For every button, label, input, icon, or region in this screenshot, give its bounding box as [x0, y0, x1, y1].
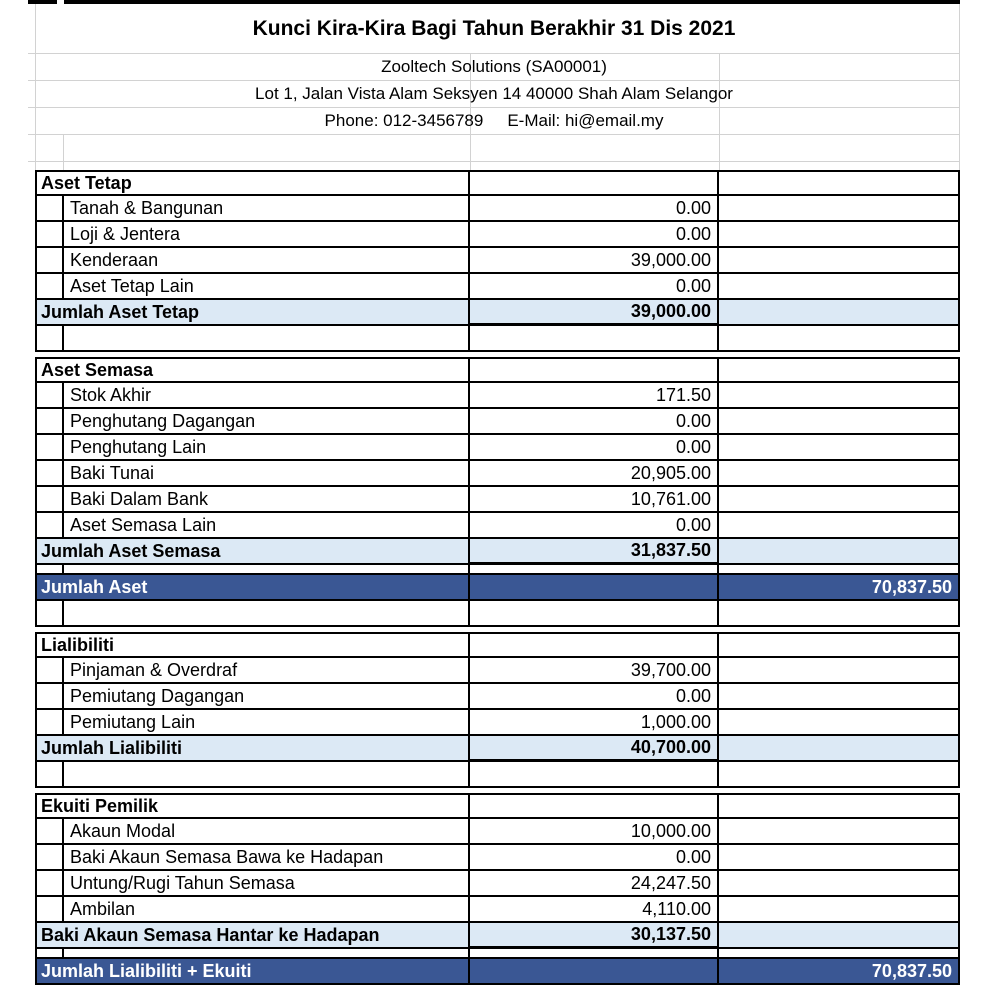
total-row	[35, 736, 960, 762]
amount-cell: 24,247.50	[470, 871, 719, 897]
label-cell: Aset Semasa Lain	[64, 513, 470, 539]
label-cell: Baki Tunai	[64, 461, 470, 487]
balance-sheet-table	[35, 170, 960, 985]
label-cell: Kenderaan	[64, 248, 470, 274]
amount-cell	[470, 793, 719, 819]
label-cell: Ambilan	[64, 897, 470, 923]
amount-cell	[470, 959, 719, 985]
label-cell: Ekuiti Pemilik	[35, 793, 470, 819]
item-row	[35, 196, 960, 222]
label-cell: Jumlah Lialibiliti	[35, 736, 470, 762]
total-amount-cell	[719, 539, 960, 565]
indent-cell	[35, 222, 64, 248]
blank-header-row	[28, 135, 960, 162]
label-cell: Aset Tetap	[35, 170, 470, 196]
company-name: Zooltech Solutions (SA00001)	[28, 54, 960, 81]
item-row	[35, 409, 960, 435]
amount-cell: 40,700.00	[470, 736, 719, 762]
total-amount-cell	[719, 326, 960, 352]
indent-cell	[35, 409, 64, 435]
total-amount-cell	[719, 897, 960, 923]
label-cell	[64, 762, 470, 788]
section-row	[35, 793, 960, 819]
total-amount-cell	[719, 435, 960, 461]
label-cell: Jumlah Aset Semasa	[35, 539, 470, 565]
label-cell: Baki Akaun Semasa Bawa ke Hadapan	[64, 845, 470, 871]
empty-row	[35, 326, 960, 352]
total-amount-cell	[719, 793, 960, 819]
item-row	[35, 658, 960, 684]
indent-cell	[35, 196, 64, 222]
item-row	[35, 513, 960, 539]
indent-cell	[35, 565, 64, 575]
total-row	[35, 300, 960, 326]
label-cell: Jumlah Lialibiliti + Ekuiti	[35, 959, 470, 985]
report-header	[28, 4, 960, 170]
indent-cell	[35, 274, 64, 300]
label-cell: Baki Dalam Bank	[64, 487, 470, 513]
total-amount-cell	[719, 248, 960, 274]
label-cell: Lialibiliti	[35, 632, 470, 658]
label-cell: Untung/Rugi Tahun Semasa	[64, 871, 470, 897]
amount-cell: 0.00	[470, 222, 719, 248]
total-amount-cell	[719, 710, 960, 736]
item-row	[35, 897, 960, 923]
indent-cell	[35, 435, 64, 461]
amount-cell: 171.50	[470, 383, 719, 409]
total-amount-cell	[719, 461, 960, 487]
indent-cell	[35, 845, 64, 871]
section-row	[35, 357, 960, 383]
label-cell: Baki Akaun Semasa Hantar ke Hadapan	[35, 923, 470, 949]
total-amount-cell	[719, 923, 960, 949]
label-cell	[64, 949, 470, 959]
amount-cell	[470, 949, 719, 959]
label-cell: Penghutang Dagangan	[64, 409, 470, 435]
total-amount-cell	[719, 409, 960, 435]
indent-cell	[35, 601, 64, 627]
amount-cell	[470, 357, 719, 383]
amount-cell: 39,700.00	[470, 658, 719, 684]
report-title: Kunci Kira-Kira Bagi Tahun Berakhir 31 Dis 2021	[28, 4, 960, 54]
label-cell	[64, 565, 470, 575]
total-amount-cell	[719, 170, 960, 196]
narrow-row	[35, 565, 960, 575]
label-cell: Jumlah Aset Tetap	[35, 300, 470, 326]
amount-cell: 0.00	[470, 274, 719, 300]
total-amount-cell	[719, 513, 960, 539]
amount-cell: 0.00	[470, 684, 719, 710]
item-row	[35, 487, 960, 513]
contact-row	[28, 108, 960, 135]
indent-cell	[35, 326, 64, 352]
amount-cell: 39,000.00	[470, 300, 719, 326]
label-cell: Tanah & Bangunan	[64, 196, 470, 222]
indent-cell	[35, 871, 64, 897]
amount-cell	[470, 601, 719, 627]
amount-cell	[470, 632, 719, 658]
total-amount-cell	[719, 684, 960, 710]
amount-cell: 0.00	[470, 845, 719, 871]
item-row	[35, 461, 960, 487]
narrow-row	[35, 949, 960, 959]
label-cell: Pinjaman & Overdraf	[64, 658, 470, 684]
indent-cell	[35, 762, 64, 788]
indent-cell	[35, 513, 64, 539]
indent-cell	[35, 487, 64, 513]
item-row	[35, 383, 960, 409]
amount-cell: 10,761.00	[470, 487, 719, 513]
label-cell: Penghutang Lain	[64, 435, 470, 461]
label-cell	[64, 326, 470, 352]
email-label: E-Mail: hi@email.my	[507, 111, 664, 130]
amount-cell	[470, 565, 719, 575]
item-row	[35, 871, 960, 897]
indent-cell	[35, 897, 64, 923]
item-row	[35, 684, 960, 710]
label-cell: Pemiutang Dagangan	[64, 684, 470, 710]
total-amount-cell	[719, 871, 960, 897]
item-row	[35, 819, 960, 845]
amount-cell: 31,837.50	[470, 539, 719, 565]
total-amount-cell	[719, 658, 960, 684]
indent-cell	[35, 819, 64, 845]
total-amount-cell	[719, 736, 960, 762]
label-cell	[64, 601, 470, 627]
grand-row	[35, 959, 960, 985]
total-row	[35, 539, 960, 565]
header-spacer	[28, 162, 960, 170]
total-amount-cell	[719, 565, 960, 575]
amount-cell: 1,000.00	[470, 710, 719, 736]
total-amount-cell	[719, 196, 960, 222]
amount-cell	[470, 170, 719, 196]
empty-row	[35, 762, 960, 788]
label-cell: Jumlah Aset	[35, 575, 470, 601]
company-address: Lot 1, Jalan Vista Alam Seksyen 14 40000 Shah Alam Selangor	[28, 81, 960, 108]
label-cell: Aset Semasa	[35, 357, 470, 383]
total-amount-cell	[719, 845, 960, 871]
total-amount-cell	[719, 274, 960, 300]
item-row	[35, 845, 960, 871]
amount-cell: 39,000.00	[470, 248, 719, 274]
amount-cell: 0.00	[470, 513, 719, 539]
total-row	[35, 923, 960, 949]
label-cell: Akaun Modal	[64, 819, 470, 845]
total-amount-cell	[719, 949, 960, 959]
amount-cell	[470, 326, 719, 352]
label-cell: Loji & Jentera	[64, 222, 470, 248]
grand-row	[35, 575, 960, 601]
indent-cell	[35, 684, 64, 710]
total-amount-cell	[719, 819, 960, 845]
total-amount-cell	[719, 222, 960, 248]
total-amount-cell: 70,837.50	[719, 959, 960, 985]
amount-cell	[470, 575, 719, 601]
amount-cell: 0.00	[470, 196, 719, 222]
indent-cell	[35, 949, 64, 959]
amount-cell	[470, 762, 719, 788]
section-row	[35, 170, 960, 196]
item-row	[35, 222, 960, 248]
total-amount-cell	[719, 357, 960, 383]
total-amount-cell	[719, 383, 960, 409]
empty-row	[35, 601, 960, 627]
item-row	[35, 710, 960, 736]
total-amount-cell	[719, 300, 960, 326]
amount-cell: 30,137.50	[470, 923, 719, 949]
total-amount-cell: 70,837.50	[719, 575, 960, 601]
amount-cell: 4,110.00	[470, 897, 719, 923]
total-amount-cell	[719, 762, 960, 788]
label-cell: Pemiutang Lain	[64, 710, 470, 736]
amount-cell: 0.00	[470, 435, 719, 461]
total-amount-cell	[719, 601, 960, 627]
section-row	[35, 632, 960, 658]
item-row	[35, 248, 960, 274]
label-cell: Stok Akhir	[64, 383, 470, 409]
indent-cell	[35, 461, 64, 487]
total-amount-cell	[719, 487, 960, 513]
amount-cell: 10,000.00	[470, 819, 719, 845]
phone-label: Phone: 012-3456789	[324, 111, 484, 130]
item-row	[35, 435, 960, 461]
label-cell: Aset Tetap Lain	[64, 274, 470, 300]
amount-cell: 20,905.00	[470, 461, 719, 487]
indent-cell	[35, 710, 64, 736]
item-row	[35, 274, 960, 300]
total-amount-cell	[719, 632, 960, 658]
amount-cell: 0.00	[470, 409, 719, 435]
indent-cell	[35, 383, 64, 409]
indent-cell	[35, 658, 64, 684]
indent-cell	[35, 248, 64, 274]
